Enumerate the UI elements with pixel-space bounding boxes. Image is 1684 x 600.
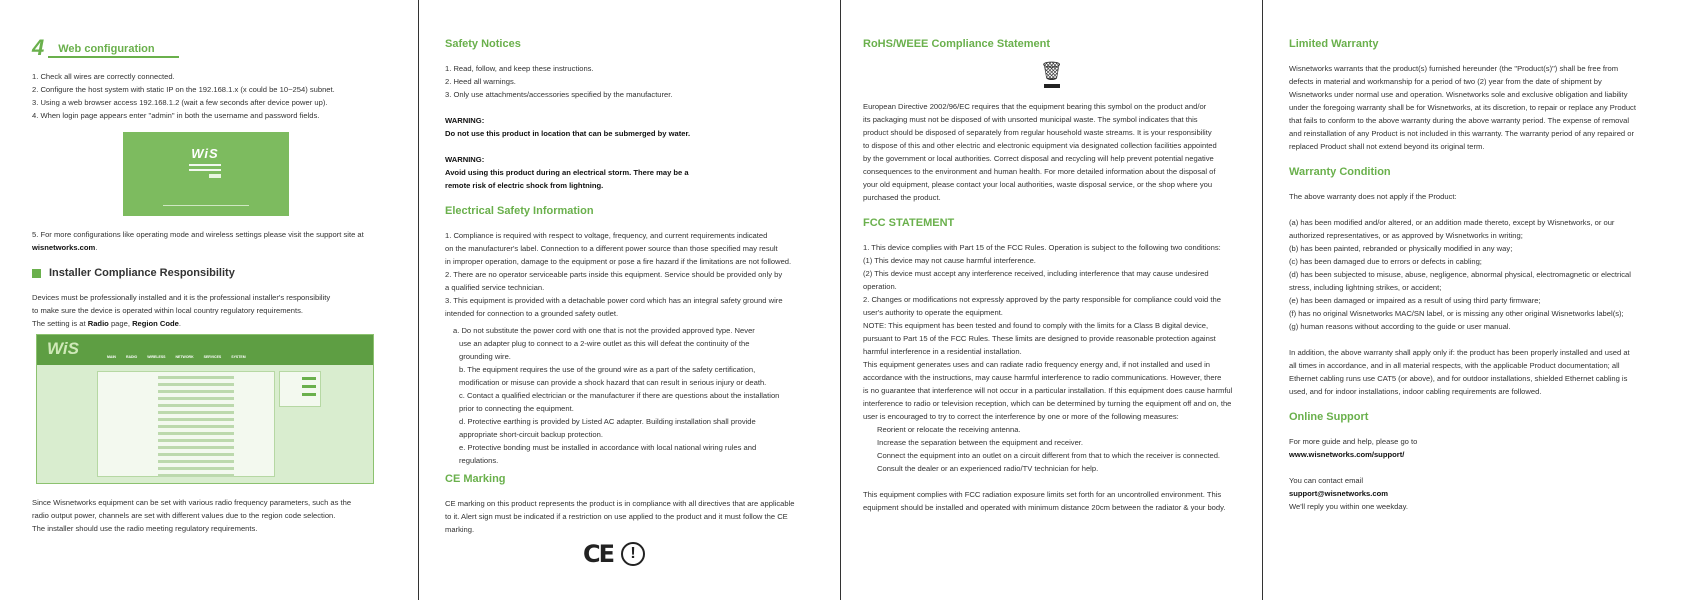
page-safety xyxy=(421,0,841,600)
weee-bin-icon: 🗑 xyxy=(863,62,1240,88)
fcc-text: interference to radio or television reception, which can be determined by turning the equipment off and on, the xyxy=(863,399,1232,408)
fcc-exposure: equipment should be installed and operated with minimum distance 20cm between the radiator & your body. xyxy=(863,503,1226,512)
support-intro: For more guide and help, please go to xyxy=(1289,437,1418,446)
rohs-text: its packaging must not be disposed of with unsorted municipal waste. The symbol indicates that this xyxy=(863,115,1198,124)
electrical-subitem: modification or misuse can provide a shock hazard that can result in serious injury or death. xyxy=(459,378,767,387)
router-nav: MAIN RADIO WIRELESS NETWORK SERVICES SYSTEM xyxy=(107,355,246,359)
regulatory-text: radio output power, channels are set with different values due to the region code selection. xyxy=(32,511,336,520)
safety-item: 2. Heed all warnings. xyxy=(445,77,516,86)
router-logo: WiS xyxy=(47,339,79,358)
ce-marking-title: CE Marking xyxy=(445,473,506,485)
rohs-text: by the government or local authorities. Correct disposal and recycling will help prevent potential negative xyxy=(863,154,1214,163)
condition-addition: all times in accordance, and in all material respects, with the applicable Product documentation; all xyxy=(1289,361,1620,370)
electrical-text: a qualified service technician. xyxy=(445,283,545,292)
rohs-text: your old equipment, please contact your local authorities, waste disposal service, or the shop where you xyxy=(863,180,1213,189)
warranty-text: Wisnetworks under normal use and operation. Wisnetworks sole and exclusive obligation and liability xyxy=(1289,90,1628,99)
rohs-text: consequences to the environment and human health. For more detailed information about the disposal of xyxy=(863,167,1216,176)
fcc-text: pursuant to Part 15 of the FCC Rules. These limits are designed to provide reasonable protection against xyxy=(863,334,1216,343)
warning-text: Do not use this product in location that can be submerged by water. xyxy=(445,129,691,138)
alert-icon: ! xyxy=(621,542,645,566)
config-step: 3. Using a web browser access 192.168.1.2 (wait a few seconds after device power up). xyxy=(32,98,328,107)
fcc-text: NOTE: This equipment has been tested and found to comply with the limits for a Class B digital device, xyxy=(863,321,1209,330)
support-site-link[interactable]: wisnetworks.com xyxy=(32,243,96,252)
support-url-link[interactable]: www.wisnetworks.com/support/ xyxy=(1289,450,1405,459)
section-title: Web configuration xyxy=(48,43,178,58)
warranty-text: defects in material and workmanship for a period of two (2) year from the date of shipment by xyxy=(1289,77,1602,86)
page-warranty xyxy=(1265,0,1684,600)
condition-item: (d) has been subjected to misuse, abuse, negligence, abnormal physical, electromagnetic or electrical xyxy=(1289,270,1631,279)
ce-text: to it. Alert sign must be indicated if a restriction on use applied to the product and it must follow the CE xyxy=(445,512,788,521)
condition-item: authorized representatives, or as approved by Wisnetworks in writing; xyxy=(1289,231,1523,240)
electrical-text: 1. Compliance is required with respect to voltage, frequency, and current requirements indicated xyxy=(445,231,768,240)
online-support-title: Online Support xyxy=(1289,411,1369,423)
safety-item: 3. Only use attachments/accessories specified by the manufacturer. xyxy=(445,90,673,99)
safety-item: 1. Read, follow, and keep these instructions. xyxy=(445,64,594,73)
contact-intro: You can contact email xyxy=(1289,476,1364,485)
warranty-text: that fails to conform to the above warranty during the above warranty period. The expense of removal xyxy=(1289,116,1630,125)
section-number: 4 xyxy=(32,35,45,60)
electrical-subitem: prior to connecting the equipment. xyxy=(459,404,574,413)
fcc-text: operation. xyxy=(863,282,897,291)
config-step: 1. Check all wires are correctly connected. xyxy=(32,72,175,81)
installer-text: Devices must be professionally installed and it is the professional installer's responsibility xyxy=(32,293,331,302)
fcc-text: (1) This device may not cause harmful interference. xyxy=(863,256,1036,265)
fcc-text: 2. Changes or modifications not expressly approved by the party responsible for compliance could void the xyxy=(863,295,1221,304)
fcc-measure: Increase the separation between the equipment and receiver. xyxy=(877,438,1084,447)
fcc-text: user's authority to operate the equipment. xyxy=(863,308,1003,317)
warranty-condition-title: Warranty Condition xyxy=(1289,166,1391,178)
safety-notices-title: Safety Notices xyxy=(445,38,521,50)
fcc-text: user is encouraged to try to correct the interference by one or more of the following measures: xyxy=(863,412,1179,421)
fcc-text: 1. This device complies with Part 15 of the FCC Rules. Operation is subject to the following two conditions: xyxy=(863,243,1221,252)
support-email-link[interactable]: support@wisnetworks.com xyxy=(1289,489,1388,498)
rohs-text: purchased the product. xyxy=(863,193,941,202)
fcc-measure: Connect the equipment into an outlet on a circuit different from that to which the receiver is connected. xyxy=(877,451,1221,460)
warning-text: Avoid using this product during an electrical storm. There may be a xyxy=(445,168,689,177)
electrical-subitem: e. Protective bonding must be installed in accordance with local national wiring rules and xyxy=(459,443,757,452)
fcc-text: harmful interference in a residential installation. xyxy=(863,347,1022,356)
fcc-text: is no guarantee that interference will not occur in a particular installation. If this equipment does cause harmful xyxy=(863,386,1233,395)
contact-reply: We'll reply you within one weekday. xyxy=(1289,502,1408,511)
web-configuration-heading xyxy=(32,35,392,60)
condition-addition: In addition, the above warranty shall apply only if: the product has been properly installed and used at xyxy=(1289,348,1630,357)
electrical-safety-title: Electrical Safety Information xyxy=(445,205,594,217)
setting-location: The setting is at Radio page, Region Code. xyxy=(32,319,182,328)
condition-item: (a) has been modified and/or altered, or an addition made thereto, except by Wisnetworks, or our xyxy=(1289,218,1615,227)
electrical-text: intended for connection to a grounded safety outlet. xyxy=(445,309,619,318)
condition-addition: Ethernet cabling runs use CAT5 (or above), and for outdoor installations, shielded Ethernet cabling is xyxy=(1289,374,1628,383)
condition-item: stress, including lightning strikes, or accident; xyxy=(1289,283,1442,292)
electrical-text: in improper operation, damage to the equipment or pose a fire hazard if the limitations are not followed. xyxy=(445,257,792,266)
condition-item: (b) has been painted, rebranded or physically modified in any way; xyxy=(1289,244,1513,253)
config-step: 4. When login page appears enter "admin" in both the username and password fields. xyxy=(32,111,320,120)
warranty-text: replaced Product shall not extend beyond its original term. xyxy=(1289,142,1485,151)
fcc-exposure: This equipment complies with FCC radiation exposure limits set forth for an uncontrolled environment. This xyxy=(863,490,1222,499)
warranty-text: Wisnetworks warrants that the product(s) furnished hereunder (the "Product(s)") shall be free from xyxy=(1289,64,1619,73)
rohs-text: European Directive 2002/96/EC requires that the equipment bearing this symbol on the product and/or xyxy=(863,102,1207,111)
page-web-configuration xyxy=(0,0,419,600)
square-bullet-icon xyxy=(32,269,41,278)
login-logo: WiS xyxy=(191,146,219,161)
ce-text: CE marking on this product represents the product is in compliance with all directives that are applicable xyxy=(445,499,795,508)
regulatory-text: Since Wisnetworks equipment can be set with various radio frequency parameters, such as the xyxy=(32,498,352,507)
electrical-text: on the manufacturer's label. Connection to a different power source than those specified may result xyxy=(445,244,778,253)
router-settings-screenshot xyxy=(36,334,374,484)
fcc-measure: Reorient or relocate the receiving antenna. xyxy=(877,425,1021,434)
condition-intro: The above warranty does not apply if the Product: xyxy=(1289,192,1457,201)
fcc-text: This equipment generates uses and can radiate radio frequency energy and, if not installed and used in xyxy=(863,360,1211,369)
electrical-subitem: regulations. xyxy=(459,456,499,465)
fcc-measure: Consult the dealer or an experienced radio/TV technician for help. xyxy=(877,464,1099,473)
electrical-subitem: a. Do not substitute the power cord with one that is not the provided approved type. Never xyxy=(453,326,755,335)
login-page-screenshot xyxy=(123,132,289,216)
electrical-subitem: c. Contact a qualified electrician or the manufacturer if there are questions about the installation xyxy=(459,391,780,400)
regulatory-text: The installer should use the radio meeting regulatory requirements. xyxy=(32,524,258,533)
electrical-subitem: appropriate short-circuit backup protection. xyxy=(459,430,603,439)
config-step: 2. Configure the host system with static IP on the 192.168.1.x (x could be 10~254) subnet. xyxy=(32,85,335,94)
electrical-subitem: grounding wire. xyxy=(459,352,511,361)
rohs-text: to dispose of this and other electric and electronic equipment via designated collection facilities appointed xyxy=(863,141,1217,150)
fcc-text: (2) This device must accept any interference received, including interference that may cause undesired xyxy=(863,269,1209,278)
ce-icon: CE xyxy=(583,540,614,568)
ce-mark-logo xyxy=(583,540,816,568)
electrical-subitem: d. Protective earthing is provided by Listed AC adapter. Building installation shall provide xyxy=(459,417,756,426)
installer-title: Installer Compliance Responsibility xyxy=(49,267,235,279)
condition-item: (c) has been damaged due to errors or defects in cabling; xyxy=(1289,257,1482,266)
condition-item: (g) human reasons without according to the guide or user manual. xyxy=(1289,322,1511,331)
electrical-subitem: b. The equipment requires the use of the ground wire as a part of the safety certification, xyxy=(459,365,756,374)
ce-text: marking. xyxy=(445,525,475,534)
warning-label: WARNING: xyxy=(445,155,485,164)
electrical-text: 2. There are no operator serviceable parts inside this equipment. Service should be provided only by xyxy=(445,270,783,279)
warranty-text: and reinstallation of any Product is not included in this warranty. The warranty period of any repaired or xyxy=(1289,129,1634,138)
installer-text: to make sure the device is operated within local country regulatory requirements. xyxy=(32,306,303,315)
limited-warranty-title: Limited Warranty xyxy=(1289,38,1379,50)
config-step-5: 5. For more configurations like operating mode and wireless settings please visit the support site at wisnetworks.com. xyxy=(32,230,364,252)
page-compliance xyxy=(843,0,1263,600)
rohs-text: product should be disposed of separately from regular household waste streams. It is your responsibility xyxy=(863,128,1212,137)
condition-addition: used, and for indoor installations, indoor cabling requirements are followed. xyxy=(1289,387,1542,396)
condition-item: (f) has no original Wisnetworks MAC/SN label, or is missing any other original Wisnetworks label(s); xyxy=(1289,309,1624,318)
fcc-text: accordance with the instructions, may cause harmful interference to radio communications. However, there xyxy=(863,373,1222,382)
warning-label: WARNING: xyxy=(445,116,485,125)
installer-heading xyxy=(32,267,392,279)
fcc-title: FCC STATEMENT xyxy=(863,217,955,229)
electrical-subitem: use an adapter plug to connect to a 2-wire outlet as this will defeat the continuity of the xyxy=(459,339,750,348)
warranty-text: under the foregoing warranty shall be for Wisnetworks, at its discretion, to repair or replace any Product xyxy=(1289,103,1636,112)
rohs-title: RoHS/WEEE Compliance Statement xyxy=(863,38,1051,50)
warning-text: remote risk of electric shock from lightning. xyxy=(445,181,604,190)
electrical-text: 3. This equipment is provided with a detachable power cord which has an integral safety ground wire xyxy=(445,296,783,305)
condition-item: (e) has been damaged or impaired as a result of using third party firmware; xyxy=(1289,296,1541,305)
